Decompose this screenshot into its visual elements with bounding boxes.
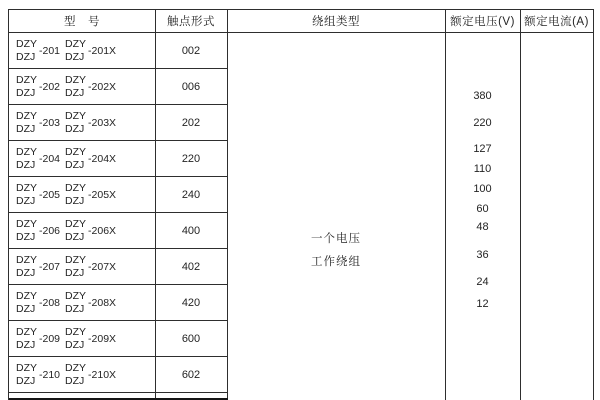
model-prefix-bottom: DZJ <box>65 374 85 387</box>
model-prefix-top: DZY <box>16 37 37 50</box>
model-group-x <box>65 74 116 100</box>
model-group-x <box>65 290 116 316</box>
voltage-value: 60 <box>476 203 489 215</box>
model-cell <box>9 249 155 284</box>
model-prefix-bottom: DZJ <box>65 302 85 315</box>
model-suffix: -206 <box>39 224 61 237</box>
model-prefix-stack <box>16 254 37 280</box>
model-prefix-bottom: DZJ <box>16 50 36 63</box>
model-group-standard <box>16 182 60 208</box>
model-prefix-bottom: DZJ <box>16 230 36 243</box>
contact-form-value: 400 <box>181 224 201 237</box>
model-cell <box>9 69 155 104</box>
model-group-x <box>65 254 116 280</box>
model-group-x <box>65 326 116 352</box>
contact-form-value: 402 <box>181 260 201 273</box>
contact-form-value: 602 <box>181 368 201 381</box>
model-suffix-x: -203X <box>88 116 117 129</box>
table-row <box>9 213 227 249</box>
model-prefix-top: DZY <box>65 289 87 302</box>
model-prefix-top: DZY <box>16 181 37 194</box>
model-group-standard <box>16 362 60 388</box>
model-prefix-stack <box>65 254 86 280</box>
contact-form-value: 202 <box>181 116 201 129</box>
model-group-x <box>65 182 116 208</box>
voltage-value: 12 <box>476 298 489 310</box>
voltage-value: 110 <box>473 163 492 175</box>
model-prefix-top: DZY <box>65 109 87 122</box>
header-rated-current: 额定电流(A) <box>524 16 589 28</box>
model-prefix-bottom: DZJ <box>65 158 85 171</box>
model-prefix-top: DZY <box>65 217 87 230</box>
model-prefix-top: DZY <box>65 181 87 194</box>
model-prefix-bottom: DZJ <box>65 194 85 207</box>
model-suffix: -205 <box>39 188 61 201</box>
model-prefix-stack <box>65 326 86 352</box>
model-prefix-bottom: DZJ <box>65 230 85 243</box>
contact-form-value: 420 <box>181 296 201 309</box>
voltage-value: 24 <box>476 276 489 288</box>
voltage-value: 100 <box>473 183 492 195</box>
model-prefix-bottom: DZJ <box>65 266 85 279</box>
header-model: 型 号 <box>64 16 100 28</box>
model-suffix: -207 <box>39 260 61 273</box>
model-suffix-x: -209X <box>88 332 117 345</box>
contact-form-value: 600 <box>181 332 201 345</box>
voltage-value: 36 <box>476 249 489 261</box>
model-prefix-bottom: DZJ <box>65 86 85 99</box>
model-group-x <box>65 110 116 136</box>
model-prefix-top: DZY <box>16 289 37 302</box>
model-group-x <box>65 362 116 388</box>
model-cell <box>9 33 155 68</box>
model-prefix-stack <box>16 290 37 316</box>
model-prefix-top: DZY <box>16 325 37 338</box>
model-prefix-stack <box>16 362 37 388</box>
model-group-x <box>65 38 116 64</box>
model-suffix: -201 <box>39 44 61 57</box>
table-row <box>9 357 227 393</box>
model-group-standard <box>16 290 60 316</box>
model-prefix-bottom: DZJ <box>16 266 36 279</box>
model-prefix-bottom: DZJ <box>65 338 85 351</box>
winding-type-line2: 工作绕组 <box>311 256 361 268</box>
contact-form-value: 006 <box>181 80 201 93</box>
model-group-standard <box>16 218 60 244</box>
model-prefix-top: DZY <box>16 217 37 230</box>
model-prefix-bottom: DZJ <box>16 338 36 351</box>
model-cell <box>9 285 155 320</box>
table-row <box>9 249 227 285</box>
model-suffix-x: -210X <box>88 368 117 381</box>
voltage-value: 380 <box>473 90 492 102</box>
model-group-standard <box>16 38 60 64</box>
model-group-standard <box>16 110 60 136</box>
table-header-row <box>9 10 593 33</box>
model-suffix: -210 <box>39 368 61 381</box>
model-prefix-top: DZY <box>16 73 37 86</box>
table-row <box>9 285 227 321</box>
model-prefix-stack <box>16 146 37 172</box>
voltage-value: 48 <box>476 221 489 233</box>
model-prefix-stack <box>65 362 86 388</box>
model-cell <box>9 321 155 356</box>
model-cell <box>9 141 155 176</box>
model-suffix-x: -208X <box>88 296 117 309</box>
model-prefix-stack <box>16 326 37 352</box>
header-contact-form: 触点形式 <box>167 16 215 28</box>
model-suffix-x: -205X <box>88 188 117 201</box>
model-suffix: -204 <box>39 152 61 165</box>
table-row <box>9 177 227 213</box>
model-prefix-top: DZY <box>65 37 87 50</box>
model-suffix: -202 <box>39 80 61 93</box>
model-suffix-x: -202X <box>88 80 117 93</box>
contact-form-value: 002 <box>181 44 201 57</box>
model-suffix: -209 <box>39 332 61 345</box>
header-rated-voltage: 额定电压(V) <box>450 16 515 28</box>
model-prefix-bottom: DZJ <box>16 194 36 207</box>
relay-spec-table <box>8 9 594 400</box>
model-group-x <box>65 146 116 172</box>
model-group-standard <box>16 254 60 280</box>
column-divider-voltage-current <box>520 10 521 400</box>
model-prefix-stack <box>16 110 37 136</box>
model-prefix-stack <box>65 146 86 172</box>
model-prefix-stack <box>65 290 86 316</box>
model-prefix-stack <box>65 110 86 136</box>
model-prefix-stack <box>16 218 37 244</box>
model-prefix-bottom: DZJ <box>16 158 36 171</box>
table-row <box>9 105 227 141</box>
model-prefix-bottom: DZJ <box>16 374 36 387</box>
model-prefix-stack <box>16 74 37 100</box>
model-prefix-stack <box>16 182 37 208</box>
model-prefix-bottom: DZJ <box>16 122 36 135</box>
table-row <box>9 141 227 177</box>
model-prefix-stack <box>16 38 37 64</box>
model-group-standard <box>16 326 60 352</box>
model-prefix-top: DZY <box>16 145 37 158</box>
model-prefix-stack <box>65 74 86 100</box>
model-prefix-stack <box>65 218 86 244</box>
voltage-value: 127 <box>473 143 492 155</box>
table-row <box>9 321 227 357</box>
table-row <box>9 69 227 105</box>
table-row <box>9 33 227 69</box>
model-prefix-top: DZY <box>65 325 87 338</box>
contact-form-value: 240 <box>181 188 201 201</box>
model-prefix-top: DZY <box>65 145 87 158</box>
model-prefix-bottom: DZJ <box>16 302 36 315</box>
model-prefix-top: DZY <box>16 253 37 266</box>
model-prefix-stack <box>65 182 86 208</box>
model-prefix-top: DZY <box>65 73 87 86</box>
model-prefix-bottom: DZJ <box>16 86 36 99</box>
model-prefix-top: DZY <box>65 361 87 374</box>
model-suffix-x: -201X <box>88 44 117 57</box>
model-group-standard <box>16 74 60 100</box>
model-suffix-x: -204X <box>88 152 117 165</box>
model-cell <box>9 105 155 140</box>
model-prefix-bottom: DZJ <box>65 50 85 63</box>
model-group-standard <box>16 146 60 172</box>
model-suffix-x: -207X <box>88 260 117 273</box>
model-cell <box>9 213 155 248</box>
column-divider-contact-winding <box>227 10 228 400</box>
model-prefix-top: DZY <box>65 253 87 266</box>
model-prefix-bottom: DZJ <box>65 122 85 135</box>
model-prefix-top: DZY <box>16 361 37 374</box>
table-body-left <box>9 33 227 393</box>
voltage-value: 220 <box>473 117 492 129</box>
model-prefix-stack <box>65 38 86 64</box>
model-group-x <box>65 218 116 244</box>
contact-form-value: 220 <box>181 152 201 165</box>
model-suffix-x: -206X <box>88 224 117 237</box>
header-winding-type: 绕组类型 <box>312 16 360 28</box>
model-prefix-top: DZY <box>16 109 37 122</box>
winding-type-line1: 一个电压 <box>311 233 361 245</box>
model-cell <box>9 177 155 212</box>
model-suffix: -203 <box>39 116 61 129</box>
model-cell <box>9 357 155 392</box>
model-suffix: -208 <box>39 296 61 309</box>
